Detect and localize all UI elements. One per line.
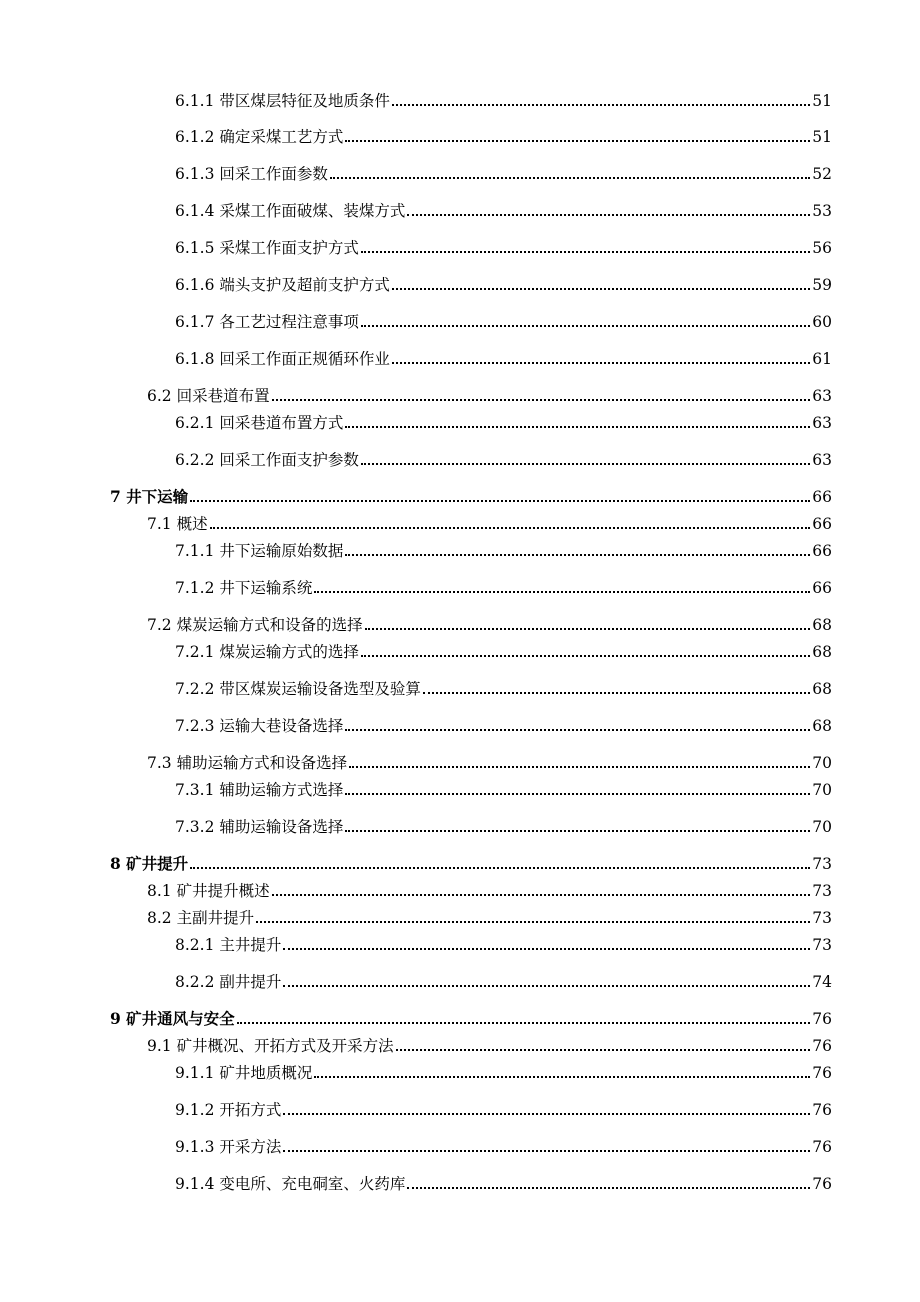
toc-dot-leader: [190, 867, 810, 869]
toc-dot-leader: [392, 104, 810, 106]
toc-dot-leader: [283, 948, 810, 950]
toc-page-number: 70: [812, 818, 832, 836]
toc-section-entry[interactable]: [147, 614, 832, 636]
toc-entry-title: 9.1.2 开拓方式: [175, 1101, 282, 1119]
toc-entry-title: 7.3.1 辅助运输方式选择: [175, 781, 344, 799]
toc-subsection-entry[interactable]: [175, 126, 832, 148]
toc-entry-title: 6.1.2 确定采煤工艺方式: [175, 128, 344, 146]
toc-dot-leader: [283, 1150, 810, 1152]
toc-dot-leader: [361, 325, 810, 327]
toc-subsection-entry[interactable]: [175, 311, 832, 333]
toc-dot-leader: [256, 921, 810, 923]
toc-page-number: 59: [812, 276, 832, 294]
toc-entry-title: 9.1.3 开采方法: [175, 1138, 282, 1156]
toc-subsection-entry[interactable]: [175, 1099, 832, 1121]
toc-section-entry[interactable]: [147, 880, 832, 902]
toc-page-number: 76: [812, 1010, 832, 1028]
toc-entry-title: 8.2.1 主井提升: [175, 936, 282, 954]
toc-dot-leader: [314, 1076, 810, 1078]
toc-dot-leader: [361, 655, 810, 657]
toc-page-number: 60: [812, 313, 832, 331]
toc-page-number: 66: [812, 488, 832, 506]
toc-entry-title: 7.3.2 辅助运输设备选择: [175, 818, 344, 836]
toc-entry-title: 9.1 矿井概况、开拓方式及开采方法: [147, 1037, 394, 1055]
toc-page-number: 73: [812, 936, 832, 954]
toc-section-entry[interactable]: [147, 907, 832, 929]
toc-dot-leader: [330, 177, 810, 179]
toc-chapter-entry[interactable]: [110, 1008, 832, 1030]
toc-section-entry[interactable]: [147, 1035, 832, 1057]
toc-page-number: 74: [812, 973, 832, 991]
toc-subsection-entry[interactable]: [175, 816, 832, 838]
toc-page-number: 68: [812, 717, 832, 735]
toc-page-number: 73: [812, 909, 832, 927]
toc-dot-leader: [314, 591, 810, 593]
toc-page-number: 70: [812, 781, 832, 799]
toc-chapter-entry[interactable]: [110, 853, 832, 875]
toc-page-number: 68: [812, 680, 832, 698]
toc-subsection-entry[interactable]: [175, 200, 832, 222]
toc-subsection-entry[interactable]: [175, 715, 832, 737]
toc-page-number: 63: [812, 387, 832, 405]
toc-entry-title: 6.1.3 回采工作面参数: [175, 165, 328, 183]
toc-dot-leader: [345, 729, 810, 731]
toc-entry-title: 6.2.1 回采巷道布置方式: [175, 414, 344, 432]
toc-entry-title: 7.1.1 井下运输原始数据: [175, 542, 344, 560]
toc-page-number: 70: [812, 754, 832, 772]
toc-entry-title: 7.2.1 煤炭运输方式的选择: [175, 643, 359, 661]
toc-dot-leader: [272, 894, 811, 896]
toc-page-number: 52: [812, 165, 832, 183]
toc-dot-leader: [272, 399, 811, 401]
toc-subsection-entry[interactable]: [175, 412, 832, 434]
toc-page-number: 76: [812, 1101, 832, 1119]
toc-page-number: 76: [812, 1037, 832, 1055]
toc-subsection-entry[interactable]: [175, 678, 832, 700]
toc-dot-leader: [396, 1049, 811, 1051]
toc-page-number: 66: [812, 542, 832, 560]
toc-dot-leader: [283, 1113, 810, 1115]
toc-dot-leader: [365, 628, 811, 630]
toc-entry-title: 6.1.6 端头支护及超前支护方式: [175, 276, 390, 294]
toc-dot-leader: [345, 140, 810, 142]
toc-dot-leader: [392, 362, 810, 364]
toc-subsection-entry[interactable]: [175, 641, 832, 663]
toc-entry-title: 8.2.2 副井提升: [175, 973, 282, 991]
toc-entry-title: 6.1.5 采煤工作面支护方式: [175, 239, 359, 257]
toc-entry-title: 6.2.2 回采工作面支护参数: [175, 451, 359, 469]
toc-dot-leader: [283, 985, 810, 987]
toc-entry-title: 7.2 煤炭运输方式和设备的选择: [147, 616, 363, 634]
toc-subsection-entry[interactable]: [175, 90, 832, 112]
toc-subsection-entry[interactable]: [175, 1062, 832, 1084]
toc-dot-leader: [361, 463, 810, 465]
toc-dot-leader: [407, 1187, 810, 1189]
toc-page-number: 73: [812, 882, 832, 900]
toc-dot-leader: [361, 251, 810, 253]
toc-page-number: 63: [812, 451, 832, 469]
toc-entry-title: 6.1.4 采煤工作面破煤、装煤方式: [175, 202, 406, 220]
toc-subsection-entry[interactable]: [175, 779, 832, 801]
toc-section-entry[interactable]: [147, 513, 832, 535]
toc-page-number: 53: [812, 202, 832, 220]
toc-dot-leader: [210, 527, 811, 529]
toc-entry-title: 9 矿井通风与安全: [110, 1009, 235, 1028]
toc-entry-title: 7.1 概述: [147, 515, 208, 533]
toc-entry-title: 8.2 主副井提升: [147, 909, 255, 927]
toc-dot-leader: [345, 830, 810, 832]
toc-page-number: 66: [812, 579, 832, 597]
toc-entry-title: 6.1.8 回采工作面正规循环作业: [175, 350, 390, 368]
toc-subsection-entry[interactable]: [175, 540, 832, 562]
toc-entry-title: 8 矿井提升: [110, 854, 189, 873]
toc-dot-leader: [237, 1022, 811, 1024]
toc-dot-leader: [190, 500, 810, 502]
toc-dot-leader: [349, 766, 810, 768]
toc-section-entry[interactable]: [147, 385, 832, 407]
toc-entry-title: 6.2 回采巷道布置: [147, 387, 270, 405]
toc-entry-title: 9.1.1 矿井地质概况: [175, 1064, 313, 1082]
toc-subsection-entry[interactable]: [175, 348, 832, 370]
toc-subsection-entry[interactable]: [175, 449, 832, 471]
toc-entry-title: 7.2.2 带区煤炭运输设备选型及验算: [175, 680, 421, 698]
toc-page-number: 76: [812, 1138, 832, 1156]
toc-page-number: 63: [812, 414, 832, 432]
toc-subsection-entry[interactable]: [175, 163, 832, 185]
toc-entry-title: 6.1.7 各工艺过程注意事项: [175, 313, 359, 331]
toc-dot-leader: [345, 554, 810, 556]
toc-subsection-entry[interactable]: [175, 577, 832, 599]
toc-page-number: 76: [812, 1064, 832, 1082]
toc-page-number: 68: [812, 643, 832, 661]
toc-chapter-entry[interactable]: [110, 486, 832, 508]
toc-page-number: 61: [812, 350, 832, 368]
toc-page-number: 51: [812, 92, 832, 110]
toc-subsection-entry[interactable]: [175, 934, 832, 956]
toc-page-number: 73: [812, 855, 832, 873]
toc-subsection-entry[interactable]: [175, 274, 832, 296]
toc-page-number: 76: [812, 1175, 832, 1193]
toc-page-number: 66: [812, 515, 832, 533]
toc-subsection-entry[interactable]: [175, 237, 832, 259]
toc-section-entry[interactable]: [147, 752, 832, 774]
toc-entry-title: 7 井下运输: [110, 487, 189, 506]
toc-subsection-entry[interactable]: [175, 971, 832, 993]
toc-page-number: 51: [812, 128, 832, 146]
toc-dot-leader: [345, 793, 810, 795]
toc-entry-title: 6.1.1 带区煤层特征及地质条件: [175, 92, 390, 110]
toc-entry-title: 8.1 矿井提升概述: [147, 882, 270, 900]
toc-subsection-entry[interactable]: [175, 1136, 832, 1158]
toc-entry-title: 7.1.2 井下运输系统: [175, 579, 313, 597]
toc-page-number: 56: [812, 239, 832, 257]
toc-dot-leader: [407, 214, 810, 216]
toc-dot-leader: [392, 288, 810, 290]
toc-dot-leader: [423, 692, 810, 694]
toc-entry-title: 7.2.3 运输大巷设备选择: [175, 717, 344, 735]
toc-entry-title: 7.3 辅助运输方式和设备选择: [147, 754, 348, 772]
toc-subsection-entry[interactable]: [175, 1173, 832, 1195]
toc-entry-title: 9.1.4 变电所、充电硐室、火药库: [175, 1175, 406, 1193]
toc-dot-leader: [345, 426, 810, 428]
toc-page-number: 68: [812, 616, 832, 634]
